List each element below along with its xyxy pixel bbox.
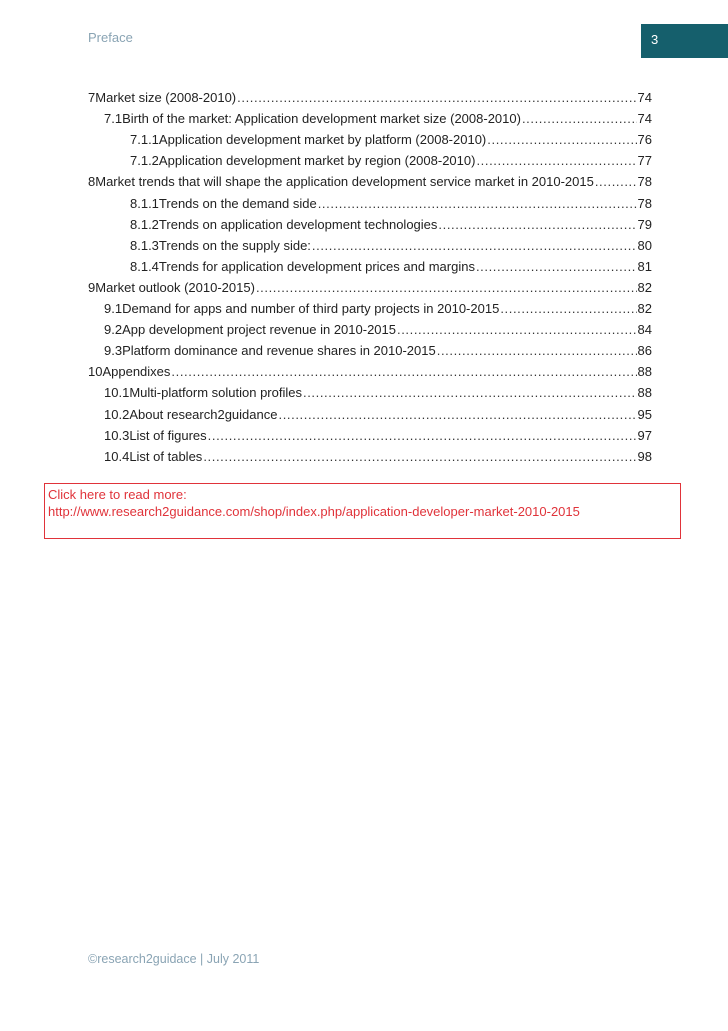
toc-entry-title[interactable]: Birth of the market: Application development market size (2008-2010) <box>122 111 521 127</box>
read-more-url-link[interactable]: http://www.research2guidance.com/shop/index.php/application-developer-market-2010-2015 <box>48 504 580 519</box>
toc-entry-number: 8 <box>88 174 96 190</box>
toc-entry-page[interactable]: 81 <box>637 258 652 274</box>
toc-entry-title[interactable]: Application development market by platform (2008-2010) <box>158 132 487 148</box>
toc-dot-leader <box>203 447 636 467</box>
toc-entry-page[interactable]: 77 <box>637 153 652 169</box>
toc-dot-leader <box>171 362 636 382</box>
toc-entry[interactable] <box>104 405 652 425</box>
toc-entry-page[interactable]: 74 <box>637 90 652 105</box>
toc-entry-number: 10 <box>88 364 103 380</box>
toc-entry-page[interactable]: 82 <box>637 279 652 295</box>
toc-dot-leader <box>487 130 636 150</box>
toc-entry-title[interactable]: Trends on the demand side <box>158 195 317 211</box>
toc-entry-number: 7.1 <box>104 111 123 127</box>
toc-entry-page[interactable]: 95 <box>637 406 652 422</box>
read-more-box[interactable] <box>44 483 681 539</box>
toc-dot-leader <box>476 257 637 277</box>
toc-entry-title[interactable]: List of figures <box>129 427 207 443</box>
toc-entry[interactable] <box>104 426 652 446</box>
toc-entry-page[interactable]: 82 <box>637 301 652 316</box>
toc-entry[interactable] <box>88 88 652 108</box>
toc-entry-page[interactable]: 88 <box>637 385 652 401</box>
toc-entry[interactable] <box>104 320 652 340</box>
toc-dot-leader <box>437 341 637 361</box>
toc-dot-leader <box>237 88 636 108</box>
toc-entry-title[interactable]: App development project revenue in 2010-2015 <box>122 322 396 338</box>
toc-entry-number: 10.2 <box>104 406 130 422</box>
toc-dot-leader <box>397 320 637 340</box>
toc-dot-leader <box>318 194 637 214</box>
toc-entry-title[interactable]: Trends on application development technologies <box>158 216 438 232</box>
toc-dot-leader <box>595 172 637 192</box>
toc-entry[interactable] <box>104 383 652 403</box>
toc-entry-page[interactable]: 97 <box>637 427 652 443</box>
toc-entry-number: 9 <box>88 279 96 295</box>
toc-entry-number: 10.3 <box>104 427 130 443</box>
toc-entry-title[interactable]: List of tables <box>129 448 203 464</box>
toc-dot-leader <box>208 426 637 446</box>
toc-dot-leader <box>278 405 636 425</box>
toc-entry[interactable] <box>130 215 652 235</box>
toc-entry[interactable] <box>104 109 652 129</box>
toc-entry-number: 8.1.3 <box>130 237 159 253</box>
toc-entry[interactable] <box>130 257 652 277</box>
toc-dot-leader <box>500 299 636 319</box>
toc-entry-title[interactable]: Multi-platform solution profiles <box>129 385 302 401</box>
footer-copyright: ©research2guidace | July 2011 <box>88 952 260 966</box>
toc-entry-number: 7.1.1 <box>130 132 159 148</box>
toc-entry-title[interactable]: Market trends that will shape the application development service market in 2010-2015 <box>95 174 594 190</box>
toc-entry-page[interactable]: 78 <box>637 174 652 190</box>
toc-entry-title[interactable]: Application development market by region (2008-2010) <box>158 153 476 169</box>
toc-dot-leader <box>256 278 637 298</box>
toc-entry-page[interactable]: 74 <box>637 111 652 127</box>
toc-entry[interactable] <box>130 236 652 256</box>
toc-entry-number: 10.1 <box>104 385 130 401</box>
toc-entry-number: 7 <box>88 90 96 105</box>
toc-dot-leader <box>476 151 636 171</box>
toc-entry-number: 8.1.1 <box>130 195 159 211</box>
toc-entry-number: 9.2 <box>104 322 123 338</box>
toc-entry-title[interactable]: Trends for application development prices and margins <box>158 258 475 274</box>
toc-entry[interactable] <box>104 299 652 319</box>
toc-entry-number: 9.1 <box>104 301 123 316</box>
toc-entry[interactable] <box>130 194 652 214</box>
toc-entry-number: 10.4 <box>104 448 130 464</box>
toc-entry-page[interactable]: 78 <box>637 195 652 211</box>
toc-dot-leader <box>303 383 637 403</box>
toc-entry-title[interactable]: Appendixes <box>102 364 171 380</box>
toc-entry-page[interactable]: 80 <box>637 237 652 253</box>
toc-entry-page[interactable]: 84 <box>637 322 652 338</box>
toc-entry[interactable] <box>104 447 652 467</box>
toc-entry-page[interactable]: 98 <box>637 448 652 464</box>
toc-entry-number: 8.1.2 <box>130 216 159 232</box>
toc-entry-page[interactable]: 88 <box>637 364 652 380</box>
toc-entry[interactable] <box>104 341 652 361</box>
toc-entry-page[interactable]: 79 <box>637 216 652 232</box>
toc-entry-number: 8.1.4 <box>130 258 159 274</box>
toc-entry[interactable] <box>88 278 652 298</box>
toc-entry-title[interactable]: Trends on the supply side: <box>158 237 311 253</box>
toc-entry[interactable] <box>130 151 652 171</box>
toc-entry[interactable] <box>88 362 652 382</box>
toc-entry-title[interactable]: Demand for apps and number of third party projects in 2010-2015 <box>122 301 500 316</box>
header-title: Preface <box>88 30 133 45</box>
toc-entry-title[interactable]: Market size (2008-2010) <box>95 90 237 105</box>
toc-dot-leader <box>522 109 637 129</box>
toc-entry-title[interactable]: About research2guidance <box>129 406 278 422</box>
toc-entry[interactable] <box>88 172 652 192</box>
toc-entry-page[interactable]: 86 <box>637 343 652 359</box>
read-more-label[interactable]: Click here to read more: <box>48 487 187 502</box>
toc-entry-number: 7.1.2 <box>130 153 159 169</box>
toc-entry-title[interactable]: Market outlook (2010-2015) <box>95 279 255 295</box>
toc-entry-number: 9.3 <box>104 343 123 359</box>
toc-entry[interactable] <box>130 130 652 150</box>
toc-entry-page[interactable]: 76 <box>637 132 652 148</box>
toc-dot-leader <box>312 236 637 256</box>
toc-dot-leader <box>438 215 636 235</box>
page-number-badge: 3 <box>641 24 728 58</box>
toc-entry-title[interactable]: Platform dominance and revenue shares in 2010-2015 <box>122 343 436 359</box>
